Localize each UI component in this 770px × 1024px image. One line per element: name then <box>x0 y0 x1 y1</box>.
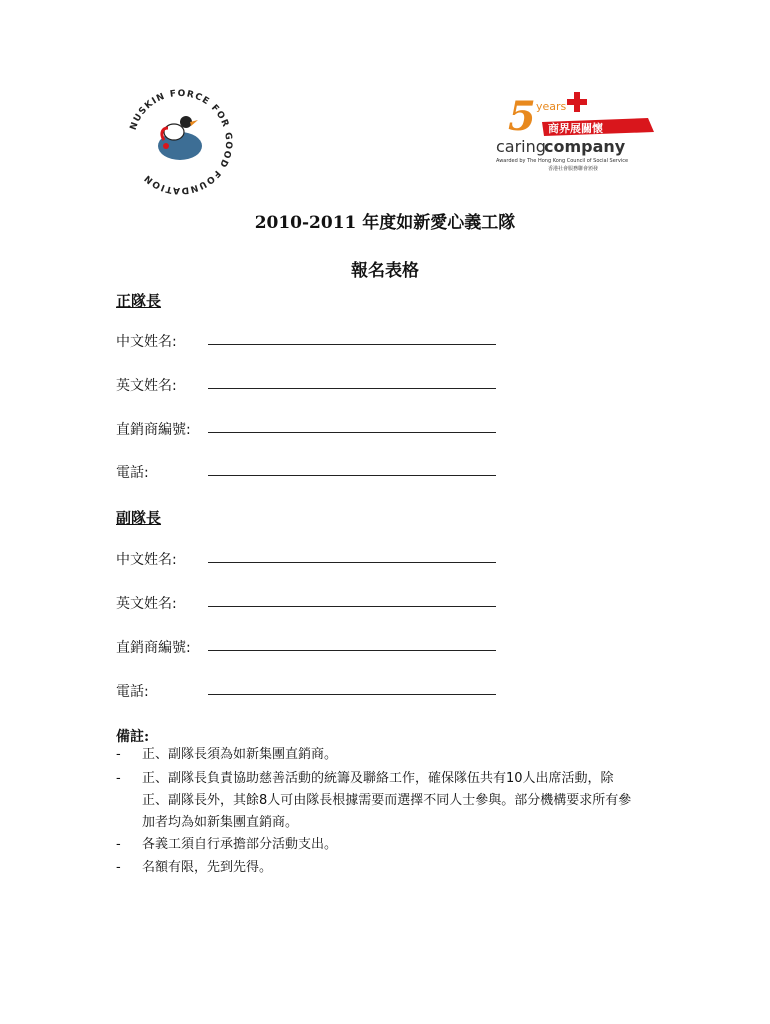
note-dash: - <box>116 771 121 786</box>
five-numeral: 5 <box>508 93 536 140</box>
foundation-ring-text: NUSKIN FORCE FOR GOOD FOUNDATION <box>128 88 234 196</box>
form-subtitle: 報名表格 <box>351 261 419 281</box>
nuskin-foundation-logo <box>120 82 240 202</box>
note-text-line: 正、副隊長負責協助慈善活動的統籌及聯絡工作，確保隊伍共有10人出席活動，除 <box>142 771 614 786</box>
award-zh-text: 香港社會服務聯會頒發 <box>548 166 599 172</box>
vice-captain-distributor-id-field[interactable] <box>208 650 496 651</box>
note-dash: - <box>116 837 121 852</box>
nuskin-foundation-logo-graphic <box>120 82 240 202</box>
captain-english-name-label: 英文姓名: <box>116 378 177 394</box>
captain-chinese-name-label: 中文姓名: <box>116 334 177 350</box>
note-text: 名額有限，先到先得。 <box>142 860 273 875</box>
captain-distributor-id-field[interactable] <box>208 432 496 433</box>
badge-text: 商界展關懷 <box>548 122 603 135</box>
caring-company-logo <box>488 90 664 176</box>
note-text: 正、副隊長須為如新集團直銷商。 <box>142 747 338 762</box>
vice-captain-english-name-label: 英文姓名: <box>116 596 177 612</box>
captain-distributor-id-label: 直銷商編號: <box>116 422 191 438</box>
vice-captain-heading: 副隊長 <box>116 509 162 527</box>
vice-captain-phone-label: 電話: <box>116 684 149 700</box>
captain-chinese-name-field[interactable] <box>208 344 496 345</box>
vice-captain-chinese-name-field[interactable] <box>208 562 496 563</box>
captain-phone-field[interactable] <box>208 475 496 476</box>
captain-phone-label: 電話: <box>116 465 149 481</box>
company-text: company <box>544 137 626 156</box>
notes-heading: 備註: <box>116 729 150 745</box>
captain-heading: 正隊長 <box>116 292 162 310</box>
caring-text: caring <box>496 137 546 156</box>
vice-captain-chinese-name-label: 中文姓名: <box>116 552 177 568</box>
caring-company-graphic <box>488 90 664 176</box>
award-en-text: Awarded by The Hong Kong Council of Social Service <box>496 158 629 164</box>
note-text: 各義工須自行承擔部分活動支出。 <box>142 837 338 852</box>
years-text: years <box>536 100 567 113</box>
note-text-line: 正、副隊長外，其餘8人可由隊長根據需要而選擇不同人士參與。部分機構要求所有參 <box>142 793 632 808</box>
vice-captain-distributor-id-label: 直銷商編號: <box>116 640 191 656</box>
note-text-line: 加者均為如新集團直銷商。 <box>142 815 299 830</box>
form-title: 2010-2011 年度如新愛心義工隊 <box>254 213 516 233</box>
note-dash: - <box>116 747 121 762</box>
captain-english-name-field[interactable] <box>208 388 496 389</box>
vice-captain-english-name-field[interactable] <box>208 606 496 607</box>
vice-captain-phone-field[interactable] <box>208 694 496 695</box>
note-dash: - <box>116 860 121 875</box>
